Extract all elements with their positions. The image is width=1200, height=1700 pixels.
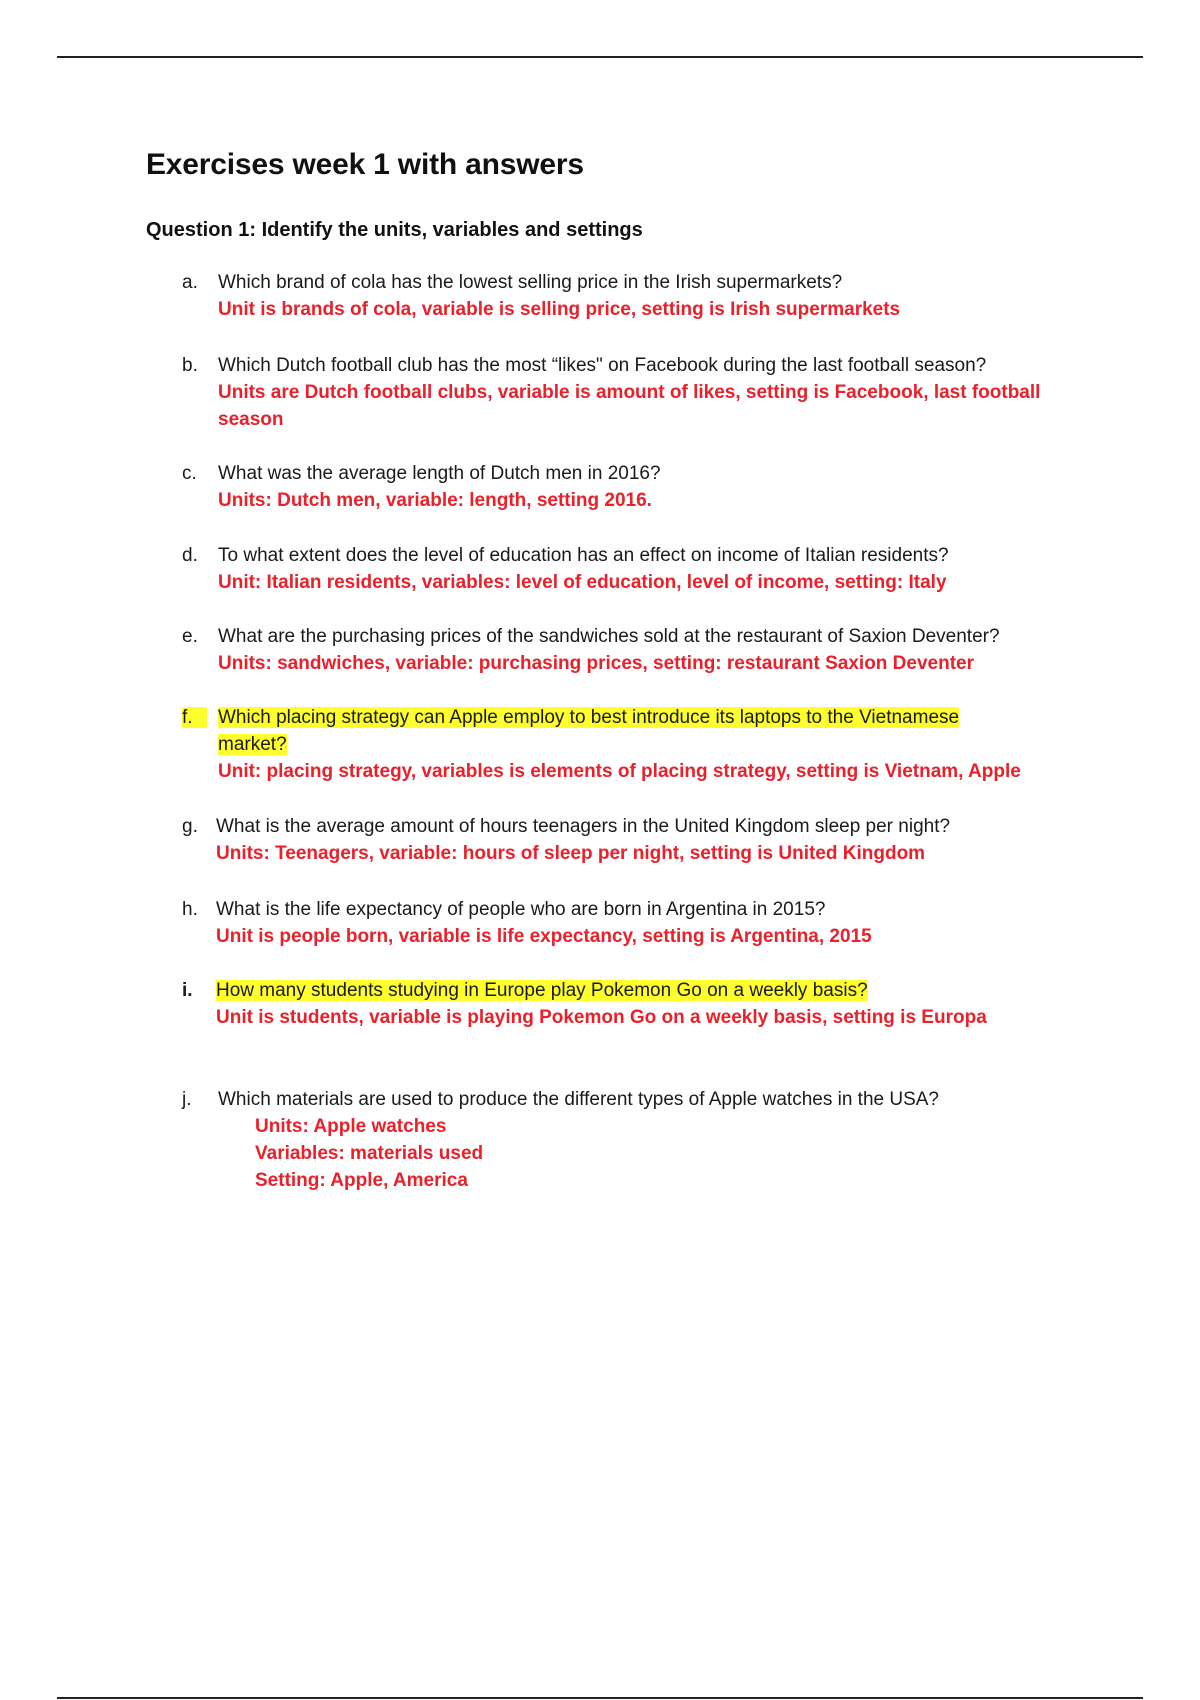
question-text: Which brand of cola has the lowest selling price in the Irish supermarkets?	[218, 272, 843, 293]
question-item-f	[182, 704, 1062, 785]
answer-text: Units: Dutch men, variable: length, setting 2016.	[218, 490, 652, 511]
answer-units: Units: Apple watches	[255, 1116, 447, 1137]
question-letter: i.	[182, 980, 193, 1001]
question-letter: c.	[182, 463, 197, 484]
question-item-a	[182, 269, 1062, 323]
question-text: What was the average length of Dutch men in 2016?	[218, 463, 661, 484]
question-text: What are the purchasing prices of the sandwiches sold at the restaurant of Saxion Deventer?	[218, 626, 1000, 647]
question-item-g	[182, 813, 1062, 867]
bottom-rule	[57, 1697, 1143, 1699]
question-item-d	[182, 542, 1062, 596]
answer-text: Units are Dutch football clubs, variable is amount of likes, setting is Facebook, last football season	[218, 382, 1041, 430]
question-item-i	[182, 977, 1062, 1031]
answer-text: Unit: placing strategy, variables is elements of placing strategy, setting is Vietnam, Apple	[218, 761, 1021, 782]
answer-text: Unit is brands of cola, variable is selling price, setting is Irish supermarkets	[218, 299, 901, 320]
question-letter: e.	[182, 626, 198, 647]
question-item-c	[182, 460, 1062, 514]
section-heading: Question 1: Identify the units, variables and settings	[146, 219, 643, 241]
answer-text: Units: sandwiches, variable: purchasing prices, setting: restaurant Saxion Deventer	[218, 653, 975, 674]
question-text: To what extent does the level of education has an effect on income of Italian residents?	[218, 545, 949, 566]
question-text-wrap	[216, 977, 1062, 1004]
question-text: Which placing strategy can Apple employ to best introduce its laptops to the Vietnamese market?	[218, 707, 960, 755]
question-text: What is the life expectancy of people who are born in Argentina in 2015?	[216, 899, 826, 920]
question-text: What is the average amount of hours teenagers in the United Kingdom sleep per night?	[216, 816, 951, 837]
question-item-b	[182, 352, 1062, 433]
question-letter: b.	[182, 355, 198, 376]
answer-setting: Setting: Apple, America	[255, 1170, 468, 1191]
question-letter	[182, 704, 212, 731]
question-text: How many students studying in Europe play Pokemon Go on a weekly basis?	[216, 980, 868, 1001]
top-rule	[57, 56, 1143, 58]
question-item-j	[182, 1086, 1062, 1194]
question-letter: h.	[182, 899, 198, 920]
question-text-wrap	[218, 704, 1018, 758]
page-title: Exercises week 1 with answers	[146, 148, 584, 181]
question-text: Which materials are used to produce the different types of Apple watches in the USA?	[218, 1089, 939, 1110]
question-letter-highlight: f.	[182, 707, 207, 728]
question-letter: j.	[182, 1089, 192, 1110]
answer-text: Units: Teenagers, variable: hours of sleep per night, setting is United Kingdom	[216, 843, 926, 864]
question-text: Which Dutch football club has the most “likes" on Facebook during the last football season?	[218, 355, 987, 376]
question-item-h	[182, 896, 1062, 950]
question-letter: a.	[182, 272, 198, 293]
question-item-e	[182, 623, 1062, 677]
answer-text: Unit is students, variable is playing Pokemon Go on a weekly basis, setting is Europa	[216, 1007, 987, 1028]
answer-text: Unit is people born, variable is life expectancy, setting is Argentina, 2015	[216, 926, 872, 947]
answer-text: Unit: Italian residents, variables: level of education, level of income, setting: Italy	[218, 572, 947, 593]
question-letter: d.	[182, 545, 198, 566]
question-letter: g.	[182, 816, 198, 837]
answer-variables: Variables: materials used	[255, 1143, 484, 1164]
